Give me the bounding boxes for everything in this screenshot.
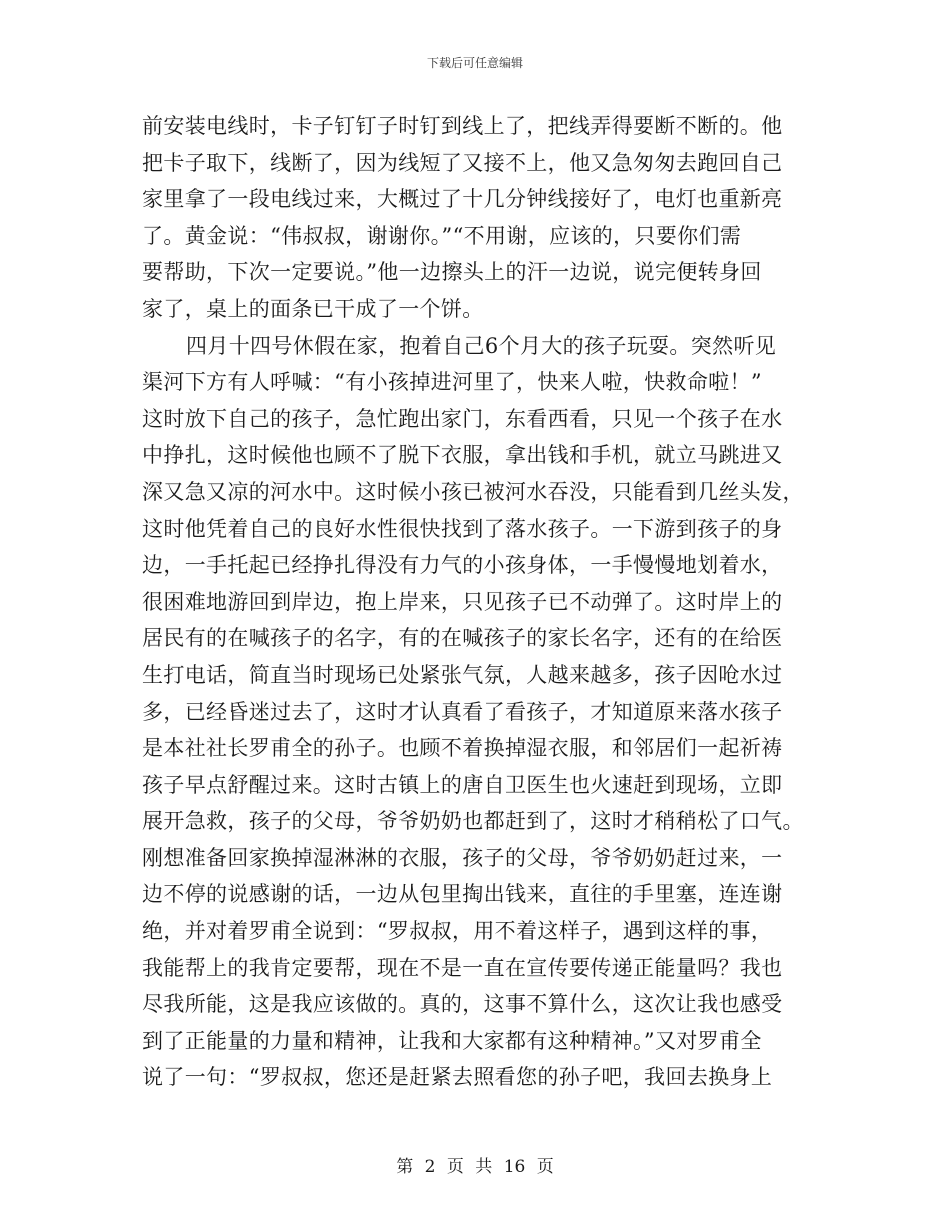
text-line: 这时放下自己的孩子，急忙跑出家门，东看西看，只见一个孩子在水: [142, 406, 783, 431]
text-line: 前安装电线时，卡子钉钉子时钉到线上了，把线弄得要断不断的。他: [142, 114, 783, 138]
text-line: 家了，桌上的面条已干成了一个饼。: [142, 296, 484, 321]
text-line: 居民有的在喊孩子的名字，有的在喊孩子的家长名字，还有的在给医: [142, 626, 783, 651]
text-line: 家里拿了一段电线过来，大概过了十几分钟线接好了，电灯也重新亮: [142, 187, 783, 212]
text-line: 孩子早点舒醒过来。这时古镇上的唐自卫医生也火速赶到现场，立即: [142, 772, 783, 797]
text-line: 深又急又凉的河水中。这时候小孩已被河水吞没，只能看到几丝头发，: [142, 479, 804, 504]
text-line: 刚想准备回家换掉湿淋淋的衣服，孩子的父母，爷爷奶奶赶过来，一: [142, 845, 783, 870]
text-line: 多，已经昏迷过去了，这时才认真看了看孩子，才知道原来落水孩子: [142, 699, 783, 724]
text-line: 很困难地游回到岸边，抱上岸来，只见孩子已不动弹了。这时岸上的: [142, 589, 783, 614]
paragraph-start-line: 四月十四号休假在家，抱着自己6个月大的孩子玩耍。突然听见: [186, 333, 777, 358]
text-line: 边，一手托起已经挣扎得没有力气的小孩身体，一手慢慢地划着水，: [142, 553, 783, 578]
text-line: 展开急救，孩子的父母，爷爷奶奶也都赶到了，这时才稍稍松了口气。: [142, 809, 804, 834]
text-line: 我能帮上的我肯定要帮，现在不是一直在宣传要传递正能量吗？我也: [142, 955, 783, 980]
text-line: 边不停的说感谢的话，一边从包里掏出钱来，直往的手里塞，连连谢: [142, 882, 783, 907]
page-header: 下载后可任意编辑: [426, 56, 523, 70]
page-number-footer: 第 2 页 共 16 页: [396, 1157, 554, 1177]
text-line: 绝，并对着罗甫全说到：“罗叔叔，用不着这样子，遇到这样的事，: [142, 919, 773, 944]
text-line: 到了正能量的力量和精神，让我和大家都有这种精神。”又对罗甫全: [142, 1028, 762, 1053]
text-line: 这时他凭着自己的良好水性很快找到了落水孩子。一下游到孩子的身: [142, 516, 783, 541]
text-line: 尽我所能，这是我应该做的。真的，这事不算什么，这次让我也感受: [142, 992, 783, 1017]
text-line: 要帮助，下次一定要说。”他一边擦头上的汗一边说，说完便转身回: [142, 260, 762, 285]
text-line: 中挣扎，这时候他也顾不了脱下衣服，拿出钱和手机，就立马跳进又: [142, 443, 783, 468]
text-line: 生打电话，简直当时现场已处紧张气氛，人越来越多，孩子因呛水过: [142, 662, 783, 687]
document-body: [142, 108, 812, 1096]
text-line: 说了一句：“罗叔叔，您还是赶紧去照看您的孙子吧，我回去换身上: [142, 1065, 773, 1090]
text-line: 渠河下方有人呼喊：“有小孩掉进河里了，快来人啦，快救命啦！”: [142, 370, 762, 395]
text-line: 是本社社长罗甫全的孙子。也顾不着换掉湿衣服，和邻居们一起祈祷: [142, 736, 783, 761]
text-line: 了。黄金说：“伟叔叔，谢谢你。”“不用谢，应该的，只要你们需: [142, 223, 742, 248]
text-line: 把卡子取下，线断了，因为线短了又接不上，他又急匆匆去跑回自己: [142, 150, 783, 175]
